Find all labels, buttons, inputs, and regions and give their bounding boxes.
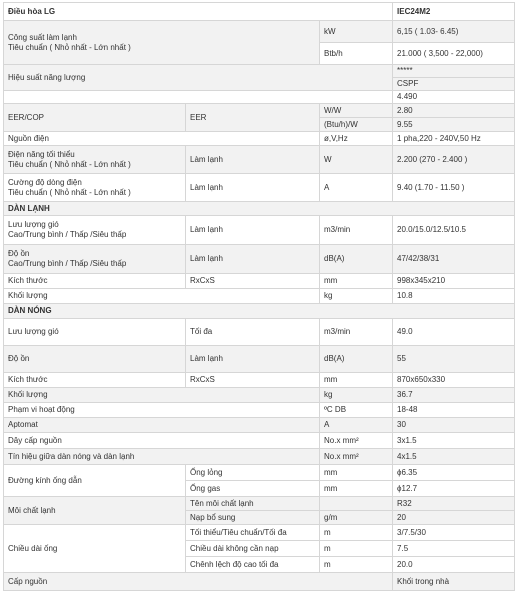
model-code: IEC24M2: [393, 3, 515, 21]
power-cable-value: 3x1.5: [393, 433, 515, 449]
header-row: [4, 3, 515, 21]
table-row: [4, 573, 515, 591]
outdoor-airflow-unit: m3/min: [320, 319, 393, 346]
table-row: [4, 449, 515, 465]
power-source-value: 1 pha,220 - 240V,50 Hz: [393, 132, 515, 146]
table-row: [4, 132, 515, 146]
indoor-noise-mode: Làm lạnh: [186, 245, 320, 274]
power-supply-value: Khối trong nhà: [393, 573, 515, 591]
pipe-liquid-label: Ống lỏng: [186, 465, 320, 481]
height-diff-unit: m: [320, 557, 393, 573]
indoor-noise-value: 47/42/38/31: [393, 245, 515, 274]
table-row: [4, 373, 515, 388]
pipe-diameter-label: Đường kính ống dẫn: [4, 465, 186, 497]
current-label-line1: Cường độ dòng điện: [8, 177, 82, 187]
table-row: [4, 91, 515, 104]
table-row: [4, 146, 515, 174]
power-consumption-label-line1: Điện năng tối thiểu: [8, 149, 75, 159]
capacity-label-line1: Công suất làm lạnh: [8, 32, 77, 42]
section-header-row: [4, 304, 515, 319]
table-row: [4, 216, 515, 245]
refrigerant-charge-label: Nạp bổ sung: [186, 511, 320, 525]
pipe-length-nocharge-unit: m: [320, 541, 393, 557]
pipe-length-minmax-unit: m: [320, 525, 393, 541]
table-row: [4, 21, 515, 43]
outdoor-weight-value: 36.7: [393, 388, 515, 403]
table-row: [4, 245, 515, 274]
indoor-noise-unit: dB(A): [320, 245, 393, 274]
pipe-length-nocharge-value: 7.5: [393, 541, 515, 557]
indoor-size-unit: mm: [320, 274, 393, 289]
table-row: [4, 274, 515, 289]
table-row: [4, 289, 515, 304]
table-row: [4, 525, 515, 541]
table-row: [4, 497, 515, 511]
breaker-unit: A: [320, 418, 393, 433]
table-row: [4, 346, 515, 373]
product-title: Điều hòa LG: [4, 3, 393, 21]
current-label: [4, 174, 186, 202]
table-row: [4, 65, 515, 78]
power-source-label: Nguồn điện: [4, 132, 320, 146]
current-label-line2: Tiêu chuẩn ( Nhỏ nhất - Lớn nhất ): [8, 187, 131, 197]
signal-cable-label: Tín hiệu giữa dàn nóng và dàn lạnh: [4, 449, 320, 465]
outdoor-weight-label: Khối lượng: [4, 388, 320, 403]
indoor-weight-value: 10.8: [393, 289, 515, 304]
outdoor-airflow-label: Lưu lượng gió: [4, 319, 186, 346]
pipe-length-label: Chiều dài ống: [4, 525, 186, 573]
eer-cop-label: EER/COP: [4, 104, 186, 132]
section-header-row: [4, 202, 515, 216]
efficiency-stars: *****: [393, 65, 515, 78]
table-row: [4, 403, 515, 418]
outdoor-size-value: 870x650x330: [393, 373, 515, 388]
refrigerant-charge-unit: g/m: [320, 511, 393, 525]
power-consumption-label: [4, 146, 186, 174]
eer-label: EER: [186, 104, 320, 132]
indoor-airflow-value: 20.0/15.0/12.5/10.5: [393, 216, 515, 245]
outdoor-size-label: Kích thước: [4, 373, 186, 388]
indoor-size-label: Kích thước: [4, 274, 186, 289]
power-cable-unit: No.x mm²: [320, 433, 393, 449]
pipe-liquid-unit: mm: [320, 465, 393, 481]
indoor-size-format: RxCxS: [186, 274, 320, 289]
outdoor-noise-value: 55: [393, 346, 515, 373]
indoor-size-value: 998x345x210: [393, 274, 515, 289]
section-title-indoor: DÀN LẠNH: [4, 202, 515, 216]
pipe-gas-unit: mm: [320, 481, 393, 497]
current-value: 9.40 (1.70 - 11.50 ): [393, 174, 515, 202]
table-row: [4, 319, 515, 346]
power-consumption-mode: Làm lạnh: [186, 146, 320, 174]
capacity-value-kw: 6,15 ( 1.03- 6.45): [393, 21, 515, 43]
refrigerant-label: Môi chất lạnh: [4, 497, 186, 525]
current-unit: A: [320, 174, 393, 202]
cspf-value: 4.490: [393, 91, 515, 104]
table-row: [4, 465, 515, 481]
outdoor-airflow-mode: Tối đa: [186, 319, 320, 346]
operating-range-value: 18-48: [393, 403, 515, 418]
outdoor-noise-mode: Làm lạnh: [186, 346, 320, 373]
eer-value-btu: 9.55: [393, 118, 515, 132]
indoor-noise-label-line1: Độ ồn: [8, 249, 30, 258]
height-diff-value: 20.0: [393, 557, 515, 573]
capacity-unit-btu: Btb/h: [320, 43, 393, 65]
signal-cable-value: 4x1.5: [393, 449, 515, 465]
refrigerant-name-label: Tên môi chất lạnh: [186, 497, 320, 511]
operating-range-unit: ºC DB: [320, 403, 393, 418]
power-cable-label: Dây cấp nguồn: [4, 433, 320, 449]
section-title-outdoor: DÀN NÓNG: [4, 304, 515, 319]
indoor-airflow-label-line1: Lưu lượng gió: [8, 220, 59, 229]
outdoor-airflow-value: 49.0: [393, 319, 515, 346]
power-consumption-label-line2: Tiêu chuẩn ( Nhỏ nhất - Lớn nhất ): [8, 159, 131, 169]
pipe-liquid-value: ϕ6.35: [393, 465, 515, 481]
indoor-airflow-label: [4, 216, 186, 245]
table-row: [4, 433, 515, 449]
cspf-label: CSPF: [393, 78, 515, 91]
indoor-airflow-unit: m3/min: [320, 216, 393, 245]
current-mode: Làm lạnh: [186, 174, 320, 202]
pipe-length-minmax-label: Tối thiểu/Tiêu chuẩn/Tối đa: [186, 525, 320, 541]
pipe-gas-label: Ống gas: [186, 481, 320, 497]
capacity-label: [4, 21, 320, 65]
indoor-weight-label: Khối lượng: [4, 289, 320, 304]
spec-table: [3, 2, 515, 591]
outdoor-size-unit: mm: [320, 373, 393, 388]
table-row: [4, 388, 515, 403]
height-diff-label: Chênh lệch độ cao tối đa: [186, 557, 320, 573]
capacity-unit-kw: kW: [320, 21, 393, 43]
power-consumption-unit: W: [320, 146, 393, 174]
table-row: [4, 174, 515, 202]
indoor-airflow-label-line2: Cao/Trung bình / Thấp /Siêu thấp: [8, 230, 127, 239]
indoor-noise-label: [4, 245, 186, 274]
power-supply-label: Cấp nguồn: [4, 573, 393, 591]
table-row: [4, 104, 515, 118]
capacity-label-line2: Tiêu chuẩn ( Nhỏ nhất - Lớn nhất ): [8, 42, 131, 52]
capacity-value-btu: 21.000 ( 3,500 - 22,000): [393, 43, 515, 65]
breaker-label: Aptomat: [4, 418, 320, 433]
pipe-gas-value: ϕ12.7: [393, 481, 515, 497]
eer-value-ww: 2.80: [393, 104, 515, 118]
indoor-weight-unit: kg: [320, 289, 393, 304]
power-source-unit: ø,V,Hz: [320, 132, 393, 146]
indoor-airflow-mode: Làm lạnh: [186, 216, 320, 245]
eer-unit-ww: W/W: [320, 104, 393, 118]
table-row: [4, 418, 515, 433]
outdoor-weight-unit: kg: [320, 388, 393, 403]
operating-range-label: Phạm vi hoạt động: [4, 403, 320, 418]
indoor-noise-label-line2: Cao/Trung bình / Thấp /Siêu thấp: [8, 259, 127, 268]
refrigerant-charge-value: 20: [393, 511, 515, 525]
outdoor-noise-unit: dB(A): [320, 346, 393, 373]
refrigerant-name-value: R32: [393, 497, 515, 511]
pipe-length-nocharge-label: Chiều dài không cần nạp: [186, 541, 320, 557]
pipe-length-minmax-value: 3/7.5/30: [393, 525, 515, 541]
outdoor-size-format: RxCxS: [186, 373, 320, 388]
power-consumption-value: 2.200 (270 - 2.400 ): [393, 146, 515, 174]
efficiency-label: Hiệu suất năng lượng: [4, 65, 393, 91]
breaker-value: 30: [393, 418, 515, 433]
outdoor-noise-label: Độ ồn: [4, 346, 186, 373]
signal-cable-unit: No.x mm²: [320, 449, 393, 465]
eer-unit-btu: (Btu/h)/W: [320, 118, 393, 132]
